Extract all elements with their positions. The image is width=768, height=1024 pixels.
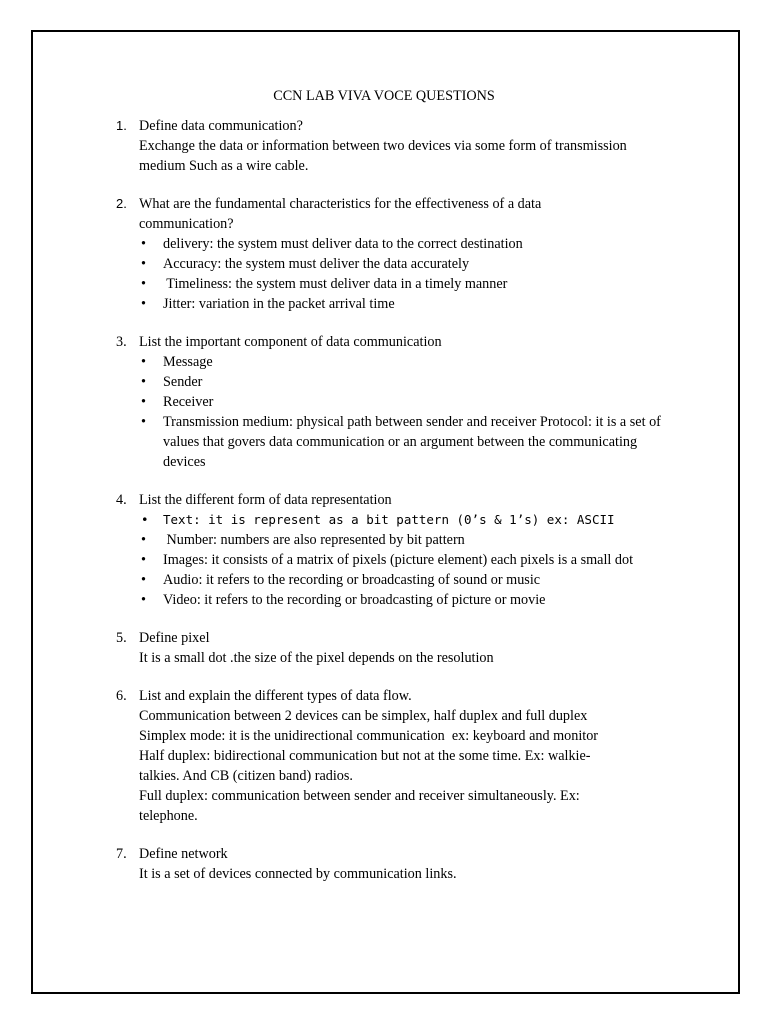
question-5 xyxy=(116,628,686,668)
list-item: • Images: it consists of a matrix of pixels (picture element) each pixels is a small dot xyxy=(139,550,663,570)
question-1 xyxy=(116,116,686,176)
bullet-list xyxy=(139,510,686,610)
answer-line: It is a set of devices connected by communication links. xyxy=(139,866,457,882)
list-item: • Text: it is represent as a bit pattern (0’s & 1’s) ex: ASCII xyxy=(139,510,686,530)
question-text: What are the fundamental characteristics for the effectiveness of a data xyxy=(139,196,542,212)
question-7 xyxy=(116,844,686,884)
list-item: • Audio: it refers to the recording or broadcasting of sound or music xyxy=(139,570,686,590)
list-item: • Accuracy: the system must deliver the data accurately xyxy=(139,254,686,274)
question-3 xyxy=(116,332,686,472)
answer-line: medium Such as a wire cable. xyxy=(139,158,309,174)
question-4 xyxy=(116,490,686,610)
question-2 xyxy=(116,194,686,314)
answer-line: Full duplex: communication between sender and receiver simultaneously. Ex: xyxy=(139,788,580,804)
list-item: • Sender xyxy=(139,372,686,392)
bullet-list xyxy=(139,352,686,472)
answer-line: Exchange the data or information between two devices via some form of transmission xyxy=(139,138,627,154)
answer-line: telephone. xyxy=(139,808,198,824)
answer-line: talkies. And CB (citizen band) radios. xyxy=(139,768,353,784)
list-item: • Timeliness: the system must deliver data in a timely manner xyxy=(139,274,686,294)
list-item: • Message xyxy=(139,352,686,372)
question-number: 7. xyxy=(116,846,127,862)
question-number: 3. xyxy=(116,334,127,350)
answer-line: Communication between 2 devices can be simplex, half duplex and full duplex xyxy=(139,708,588,724)
answer-line: Half duplex: bidirectional communication but not at the some time. Ex: walkie- xyxy=(139,748,591,764)
question-text: Define pixel xyxy=(139,630,210,646)
question-6 xyxy=(116,686,686,826)
list-item: • Jitter: variation in the packet arrival time xyxy=(139,294,686,314)
question-number: 4. xyxy=(116,492,127,508)
list-item: • Number: numbers are also represented by bit pattern xyxy=(139,530,686,550)
question-number: 5. xyxy=(116,630,127,646)
question-number: 6. xyxy=(116,688,127,704)
question-text: List and explain the different types of data flow. xyxy=(139,688,412,704)
question-number: 2. xyxy=(116,196,127,211)
question-text: List the important component of data communication xyxy=(139,334,442,350)
list-item: • Video: it refers to the recording or broadcasting of picture or movie xyxy=(139,590,686,610)
question-text: Define network xyxy=(139,846,228,862)
list-item: • delivery: the system must deliver data to the correct destination xyxy=(139,234,686,254)
list-item: • Receiver xyxy=(139,392,686,412)
bullet-list xyxy=(139,234,686,314)
question-text: communication? xyxy=(139,216,234,232)
page-title: CCN LAB VIVA VOCE QUESTIONS xyxy=(273,88,495,104)
question-number: 1. xyxy=(116,118,127,133)
question-text: List the different form of data representation xyxy=(139,492,392,508)
document-body xyxy=(116,86,686,902)
answer-line: It is a small dot .the size of the pixel depends on the resolution xyxy=(139,650,494,666)
answer-line: Simplex mode: it is the unidirectional communication ex: keyboard and monitor xyxy=(139,728,599,744)
list-item: • Transmission medium: physical path between sender and receiver Protocol: it is a set of values that govers data communication or an argument between the communicating devices xyxy=(139,412,673,472)
question-text: Define data communication? xyxy=(139,118,303,134)
